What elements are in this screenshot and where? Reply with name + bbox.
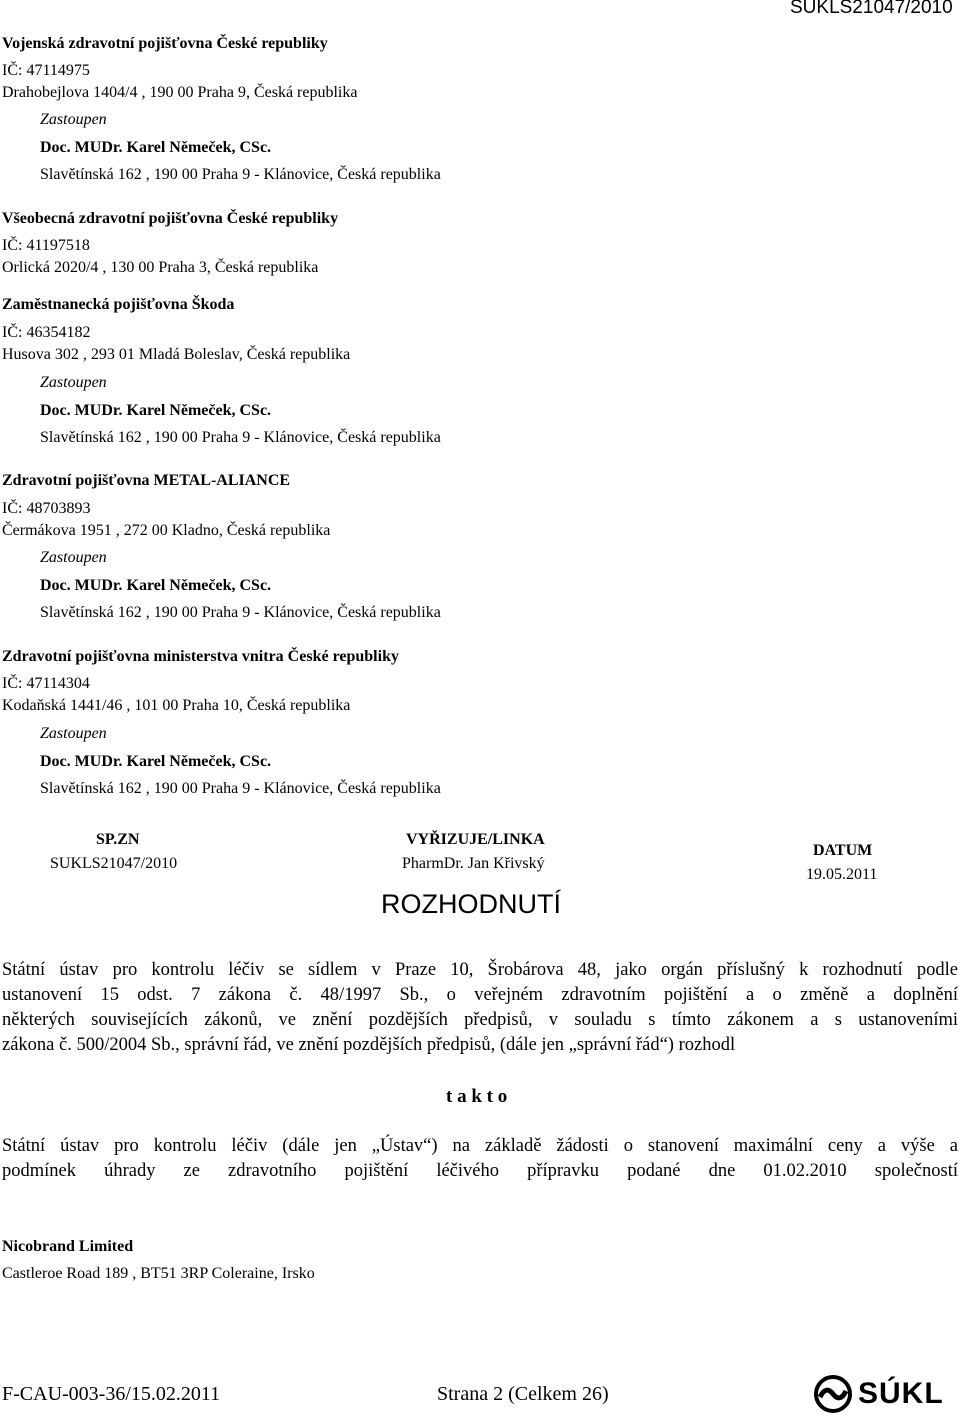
applicant-address: Castleroe Road 189 , BT51 3RP Coleraine, Irsko — [2, 1265, 315, 1282]
sukl-logo-text: SÚKL — [858, 1377, 944, 1410]
party-5-address: Kodaňská 1441/46 , 101 00 Praha 10, Česká republika — [2, 697, 351, 714]
party-4-ico: IČ: 48703893 — [2, 500, 91, 517]
preamble-line: ustanovení 15 odst. 7 zákona č. 48/1997 Sb., o veřejném zdravotním pojištění a o změně a doplnění — [2, 985, 958, 1005]
party-4-name: Zdravotní pojišťovna METAL-ALIANCE — [2, 472, 291, 489]
party-1-rep-address: Slavětínská 162 , 190 00 Praha 9 - Klánovice, Česká republika — [40, 166, 441, 183]
party-5-represented-label: Zastoupen — [40, 725, 107, 742]
party-3-representative: Doc. MUDr. Karel Němeček, CSc. — [40, 402, 272, 419]
contact-value: PharmDr. Jan Křivský — [402, 855, 545, 872]
statement-line: podmínek úhrady ze zdravotního pojištění léčivého přípravku podané dne 01.02.2010 společností — [2, 1161, 958, 1181]
party-1-represented-label: Zastoupen — [40, 111, 107, 128]
party-1-ico: IČ: 47114975 — [2, 62, 90, 79]
party-4-address: Čermákova 1951 , 272 00 Kladno, Česká republika — [2, 522, 331, 539]
sukl-logo — [814, 1375, 944, 1413]
decision-preamble — [2, 958, 958, 1058]
party-3-rep-address: Slavětínská 162 , 190 00 Praha 9 - Klánovice, Česká republika — [40, 429, 441, 446]
party-1-address: Drahobejlova 1404/4 , 190 00 Praha 9, Česká republika — [2, 84, 358, 101]
party-3-name: Zaměstnanecká pojišťovna Škoda — [2, 296, 235, 313]
party-1-representative: Doc. MUDr. Karel Němeček, CSc. — [40, 139, 272, 156]
statement-line: Státní ústav pro kontrolu léčiv (dále jen „Ústav“) na základě žádosti o stanovení maximální ceny a výše a — [2, 1136, 958, 1156]
party-4-rep-address: Slavětínská 162 , 190 00 Praha 9 - Klánovice, Česká republika — [40, 604, 441, 621]
preamble-line: Státní ústav pro kontrolu léčiv se sídlem v Praze 10, Šrobárova 48, jako orgán příslušný k rozhodnutí podle — [2, 960, 958, 980]
party-1-name: Vojenská zdravotní pojišťovna České republiky — [2, 35, 328, 52]
document-title: ROZHODNUTÍ — [381, 889, 561, 919]
spzn-value: SUKLS21047/2010 — [50, 855, 178, 872]
party-2-name: Všeobecná zdravotní pojišťovna České republiky — [2, 210, 339, 227]
party-4-represented-label: Zastoupen — [40, 549, 107, 566]
party-5-rep-address: Slavětínská 162 , 190 00 Praha 9 - Klánovice, Česká republika — [40, 780, 441, 797]
header-reference: SUKLS21047/2010 — [790, 0, 953, 18]
party-5-ico: IČ: 47114304 — [2, 675, 90, 692]
preamble-line: zákona č. 500/2004 Sb., správní řád, ve znění pozdějších předpisů, (dále jen „správní řád“) rozhodl — [2, 1035, 736, 1055]
contact-label: VYŘIZUJE/LINKA — [406, 831, 545, 848]
preamble-line: některých souvisejících zákonů, ve znění pozdějších předpisů, v souladu s tímto zákonem a s ustanoveními — [2, 1010, 958, 1030]
spzn-label: SP.ZN — [96, 831, 140, 848]
applicant-name: Nicobrand Limited — [2, 1238, 134, 1255]
decision-statement — [2, 1134, 958, 1184]
party-5-name: Zdravotní pojišťovna ministerstva vnitra České republiky — [2, 648, 399, 665]
page-info: Strana 2 (Celkem 26) — [437, 1383, 609, 1405]
date-label: DATUM — [813, 842, 873, 859]
party-5-representative: Doc. MUDr. Karel Němeček, CSc. — [40, 753, 272, 770]
party-2-ico: IČ: 41197518 — [2, 237, 90, 254]
party-4-representative: Doc. MUDr. Karel Němeček, CSc. — [40, 577, 272, 594]
party-3-ico: IČ: 46354182 — [2, 324, 91, 341]
party-3-represented-label: Zastoupen — [40, 374, 107, 391]
party-3-address: Husova 302 , 293 01 Mladá Boleslav, Česká republika — [2, 346, 351, 363]
party-2-address: Orlická 2020/4 , 130 00 Praha 3, Česká republika — [2, 259, 319, 276]
date-value: 19.05.2011 — [806, 866, 878, 883]
takto-heading: t a k t o — [446, 1086, 508, 1107]
sukl-emblem-icon — [814, 1375, 852, 1413]
form-code: F-CAU-003-36/15.02.2011 — [2, 1383, 221, 1405]
